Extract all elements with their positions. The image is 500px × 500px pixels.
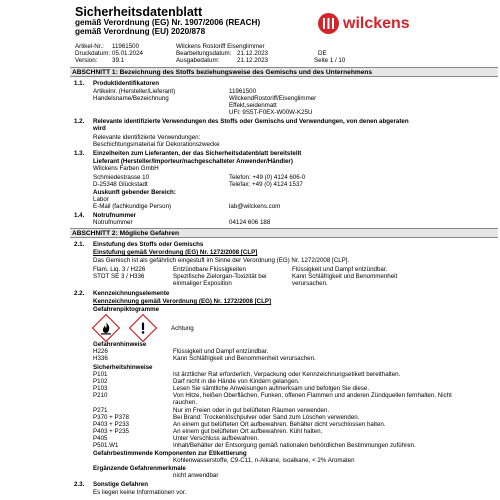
s23-text: Es liegen keine Informationen vor.: [93, 489, 187, 496]
class-code: Flam. Liq. 3 / H226: [93, 266, 146, 273]
druckdatum-value: 05.01.2024: [112, 50, 143, 57]
hazard-code: H226: [93, 348, 108, 355]
handelsname-line: Effekt,seidenmatt: [229, 102, 277, 109]
hazard-code: H336: [93, 355, 108, 362]
handelsname-label: Handelsname/Bezeichnung: [93, 95, 169, 102]
flame-icon: [92, 314, 120, 342]
s12-text: Beschichtungsmaterial für Dekorationszwecke: [93, 141, 220, 148]
precaution-code: P501.W1: [93, 442, 119, 449]
class-category: Entzündbare Flüssigkeiten: [173, 266, 246, 273]
extra-hazards-label: Ergänzende Gefahrenmerkmale: [93, 465, 186, 472]
company-street: Schmiedestrasse 10: [93, 174, 150, 181]
artikelnr-value: 11961500: [229, 88, 257, 95]
section-2-heading: ABSCHNITT 2: Mögliche Gefahren: [70, 228, 498, 238]
version-value: 39.1: [112, 57, 125, 64]
artikel-label: Artikel-Nr.:: [75, 43, 104, 50]
precaution-code: P271: [93, 407, 108, 414]
precaution-text: Ist ärztlicher Rat erforderlich, Verpackung oder Kennzeichnungsetikett bereithalten.: [173, 371, 401, 378]
company-city: D-25348 Glückstadt: [93, 181, 148, 188]
components-label: Gefahrbestimmende Komponenten zur Etikettierung: [93, 450, 247, 457]
pictogram-label: Gefahrenpiktogramme: [93, 306, 160, 313]
precaution-text: rauchen.: [173, 399, 198, 406]
regulation-line-2: gemäß Verordnung (EU) 2020/878: [75, 27, 206, 36]
s22-title: Kennzeichnungselemente: [93, 290, 170, 297]
precaution-code: P102: [93, 378, 108, 385]
company-name: Wilckens Farben GmbH: [93, 165, 159, 172]
precaution-text: Darf nicht in die Hände von Kindern gelangen.: [173, 378, 300, 385]
handelsname-line: WilckendRostoriff/Eisenglimmer: [229, 95, 317, 102]
s12-number: 1.2.: [74, 118, 85, 125]
druckdatum-label: Druckdatum:: [75, 50, 111, 57]
notruf-value: 04124 606 188: [229, 219, 271, 226]
class-category: einmaliger Exposition: [173, 280, 232, 287]
country-code: DE: [318, 50, 327, 57]
class-statement: verursachen.: [292, 280, 328, 287]
precaution-text: Von Hitze, heißen Oberflächen, Funken, offenen Flammen und anderen Zündquellen fernhalten. Nicht: [173, 392, 452, 399]
ausgabedatum-value: 21.12.2023: [237, 57, 268, 64]
s13-title: Einzelheiten zum Lieferanten, der das Sicherheitsdatenblatt bereitstellt: [93, 150, 302, 157]
class-code: STOT SE 3 / H336: [93, 273, 145, 280]
section-1-heading: ABSCHNITT 1: Bezeichnung des Stoffs beziehungsweise des Gemischs und des Unternehmens: [70, 67, 498, 77]
precaution-code: P405: [93, 435, 108, 442]
s21-text: Das Gemisch ist als gefährlich eingestuft im Sinne der Verordnung (EG) Nr. 1272/2008 [CLP].: [93, 257, 350, 264]
precautionary-statements-label: Sicherheitshinweise: [93, 364, 153, 371]
precaution-text: Inhalt/Behälter der Entsorgung gemäß nationalen behördlichen Bestimmungen zuführen.: [173, 442, 416, 449]
precaution-text: An einem gut belüfteten Ort aufbewahren. Behälter dicht verschlossen halten.: [173, 421, 386, 428]
class-statement: Kann Schläfrigkeit und Benommenheit: [292, 273, 398, 280]
components-text: Kohlenwasserstoffe, C9-C11, n-Alkane, isoalkane, < 2% Aromaten: [173, 457, 355, 464]
handelsname-line: UFI: 9S5T-F0EX-W00W-K25U: [229, 109, 313, 116]
artikelnr-label: Artikelnr. (Hersteller/Lieferant): [93, 88, 176, 95]
precaution-code: P101: [93, 371, 108, 378]
s12-sublabel: Relevante identifizierte Verwendungen:: [93, 134, 201, 141]
s22-number: 2.2.: [74, 290, 85, 297]
s14-title: Notrufnummer: [93, 212, 136, 219]
email-link[interactable]: lab@wilckens.com: [229, 203, 281, 210]
hazard-text: Flüssigkeit und Dampf entzündbar.: [173, 348, 269, 355]
brand-logo-text: wilckens: [343, 15, 410, 32]
wilckens-logo-mark: [318, 13, 339, 34]
precaution-text: An einem gut belüfteten Ort aufbewahren. Kühl halten.: [173, 428, 323, 435]
product-name: Wilckens Rostoriff Eisenglimmer: [176, 43, 265, 50]
class-statement: Flüssigkeit und Dampf entzündbar.: [292, 266, 388, 273]
notruf-label: Notrufnummer: [93, 219, 133, 226]
exclamation-mark-icon: [129, 314, 157, 342]
document-title: Sicherheitsdatenblatt: [75, 5, 203, 19]
hazard-statements-label: Gefahrenhinweise: [93, 341, 147, 348]
precaution-text: Unter Verschluss aufbewahren.: [173, 435, 259, 442]
s21-title: Einstufung des Stoffs oder Gemischs: [93, 241, 204, 248]
class-category: Spezifische Zielorgan-Toxizität bei: [173, 273, 267, 280]
s12-title: Relevante identifizierte Verwendungen des Stoffs oder Gemischs und Verwendungen, von denen abgeraten: [93, 118, 409, 125]
hazard-text: Kann Schläfrigkeit und Benommenheit verursachen.: [173, 355, 316, 362]
version-label: Version:: [75, 57, 98, 64]
precaution-text: Lesen Sie sämtliche Anweisungen aufmerksam und befolgen Sie diese.: [173, 385, 370, 392]
bearbeitungsdatum-label: Bearbeitungsdatum:: [176, 50, 232, 57]
s12-title-cont: wird: [93, 125, 106, 132]
precaution-code: P370 + P378: [93, 414, 129, 421]
precaution-text: Bei Brand: Trockenlöschpulver oder Sand zum Löschen verwenden.: [173, 414, 360, 421]
company-telephone: Telefon: +49 (0) 4124 606-0: [229, 174, 306, 181]
precaution-code: P403 + P233: [93, 421, 129, 428]
s21-regulation: Einstufung gemäß Verordnung (EG) Nr. 1272/2008 [CLP]: [93, 249, 258, 256]
s11-number: 1.1.: [74, 80, 85, 87]
page-number: Seite 1 / 10: [314, 57, 346, 64]
s22-regulation: Kennzeichnung gemäß Verordnung (EG) Nr. 1272/2008 [CLP]: [93, 298, 272, 305]
email-label: E-Mail (fachkundige Person): [93, 203, 172, 210]
precaution-text: Nur im Freien oder in gut belüfteten Räumen verwenden.: [173, 407, 330, 414]
precaution-code: P210: [93, 392, 108, 399]
regulation-line: gemäß Verordnung (EG) Nr. 1907/2006 (REACH): [75, 18, 261, 27]
s11-title: Produktidentifikatoren: [93, 80, 160, 87]
s14-number: 1.4.: [74, 212, 85, 219]
bearbeitungsdatum-value: 21.12.2023: [237, 50, 268, 57]
s23-title: Sonstige Gefahren: [93, 481, 149, 488]
contact-dept: Labor: [93, 196, 109, 203]
ausgabedatum-label: Ausgabedatum:: [176, 57, 220, 64]
precaution-code: P103: [93, 385, 108, 392]
contact-label: Auskunft gebender Bereich:: [93, 189, 176, 196]
precaution-code: P403 + P235: [93, 428, 129, 435]
signal-word: Achtung: [171, 325, 194, 332]
s21-number: 2.1.: [74, 241, 85, 248]
s23-number: 2.3.: [74, 481, 85, 488]
s13-number: 1.3.: [74, 150, 85, 157]
supplier-label: Lieferant (Hersteller/Importeur/nachgeschalteter Anwender/Händler): [93, 158, 293, 165]
company-fax: Telefax: +49 (0) 4124 1537: [229, 181, 303, 188]
artikel-value: 11961500: [112, 43, 140, 50]
extra-hazards-text: nicht anwendbar: [173, 472, 219, 479]
